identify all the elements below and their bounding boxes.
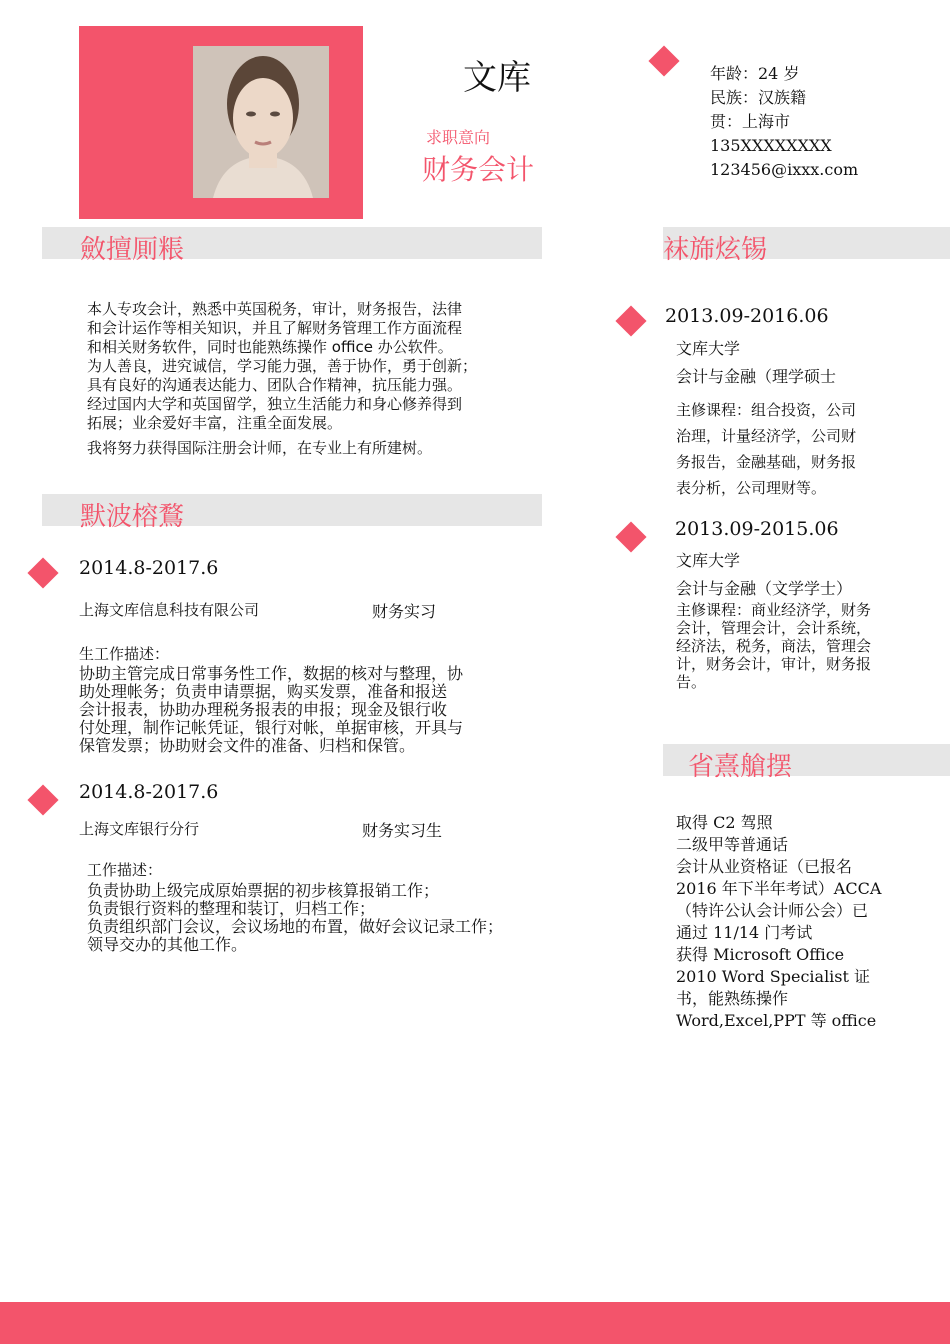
origin: 贯：上海市 xyxy=(710,112,791,131)
edu-line: 表分析，公司理财等。 xyxy=(676,479,827,497)
certificates xyxy=(676,812,881,1032)
self-line: 为人善良，进究诚信，学习能力强，善于协作，勇于创新； xyxy=(87,357,478,375)
job-line: 会计报表，协助办理税务报表的申报；现金及银行收 xyxy=(79,700,448,719)
personal-info xyxy=(710,62,858,182)
cert-line: 会计从业资格证（已报名 xyxy=(676,857,853,876)
job-line: 协助主管完成日常事务性工作，数据的核对与整理，协 xyxy=(79,664,464,683)
self-line: 具有良好的沟通表达能力、团队合作精神，抗压能力强。 xyxy=(87,376,463,394)
edu-courses xyxy=(676,601,871,691)
email: 123456@ixxx.com xyxy=(710,160,859,179)
work-diamond-icon xyxy=(27,557,58,588)
ethnicity: 民族：汉族籍 xyxy=(710,88,807,107)
job-desc-label: 工作描述： xyxy=(87,861,163,879)
self-line: 我将努力获得国际注册会计师，在专业上有所建树。 xyxy=(87,439,433,457)
edu-courses xyxy=(676,397,856,501)
job-date: 2014.8-2017.6 xyxy=(79,557,219,579)
cert-line: （特许公认会计师公会）已 xyxy=(676,901,869,920)
self-line: 经过国内大学和英国留学，独立生活能力和身心修养得到 xyxy=(87,395,463,413)
cert-line: 获得 Microsoft Office xyxy=(676,945,845,964)
self-line: 本人专攻会计，熟悉中英国税务，审计，财务报告，法律 xyxy=(87,300,463,318)
edu-diamond-icon xyxy=(615,305,646,336)
work-diamond-icon xyxy=(27,784,58,815)
age: 年龄：24 岁 xyxy=(710,64,800,83)
job-company: 上海文库信息科技有限公司 xyxy=(79,601,260,619)
edu-line: 务报告，金融基础，财务报 xyxy=(676,453,857,471)
edu-date: 2013.09-2015.06 xyxy=(675,518,839,540)
job-line: 助处理帐务；负责申请票据，购买发票，准备和报送 xyxy=(79,682,448,701)
footer-bar xyxy=(0,1302,950,1344)
cert-line: Word,Excel,PPT 等 office xyxy=(676,1011,877,1030)
edu-line: 计，财务会计，审计，财务报 xyxy=(676,655,872,673)
edu-major: 会计与金融（理学硕士 xyxy=(676,367,837,386)
edu-date: 2013.09-2016.06 xyxy=(665,305,829,327)
job-line: 负责银行资料的整理和装订，归档工作； xyxy=(87,899,376,918)
job-description xyxy=(79,665,463,755)
cert-line: 书，能熟练操作 xyxy=(676,989,789,1008)
section-title-self: 斂擅厠粻 xyxy=(80,235,185,265)
job-intent: 财务会计 xyxy=(422,153,535,186)
job-description xyxy=(87,882,503,954)
job-date: 2014.8-2017.6 xyxy=(79,781,219,803)
self-line: 拓展；业余爱好丰富，注重全面发展。 xyxy=(87,414,343,432)
job-desc-label: 生工作描述： xyxy=(79,645,170,663)
section-title-cert: 省熹艙摆 xyxy=(688,752,793,782)
edu-line: 告。 xyxy=(676,673,707,691)
job-company: 上海文库银行分行 xyxy=(79,820,200,838)
job-line: 付处理，制作记帐凭证，银行对帐，单据审核，开具与 xyxy=(79,718,464,737)
self-line: 和会计运作等相关知识，并且了解财务管理工作方面流程 xyxy=(87,319,463,337)
edu-school: 文库大学 xyxy=(676,551,741,570)
job-line: 负责组织部门会议，会议场地的布置，做好会议记录工作； xyxy=(87,917,504,936)
cert-line: 取得 C2 驾照 xyxy=(676,813,773,832)
job-line: 领导交办的其他工作。 xyxy=(87,935,248,954)
profile-photo xyxy=(193,46,329,198)
section-title-work: 默波榕鶩 xyxy=(80,502,185,532)
edu-line: 主修课程：组合投资，公司 xyxy=(676,401,857,419)
edu-line: 主修课程：商业经济学，财务 xyxy=(676,601,872,619)
edu-major: 会计与金融（文学学士） xyxy=(676,579,853,598)
candidate-name: 文库 xyxy=(463,58,531,98)
job-role: 财务实习 xyxy=(372,602,437,621)
edu-line: 经济法，税务，商法，管理会 xyxy=(676,637,872,655)
self-line: 和相关财务软件，同时也能熟练操作 office 办公软件。 xyxy=(87,338,453,356)
cert-line: 2010 Word Specialist 证 xyxy=(676,967,871,986)
phone: 135XXXXXXXX xyxy=(710,136,832,155)
section-title-edu: 袜旆炫锡 xyxy=(663,235,768,265)
edu-line: 治理，计量经济学，公司财 xyxy=(676,427,857,445)
job-role: 财务实习生 xyxy=(362,821,443,840)
photo-frame xyxy=(79,26,363,219)
job-line: 保管发票；协助财会文件的准备、归档和保管。 xyxy=(79,736,416,755)
cert-line: 2016 年下半年考试）ACCA xyxy=(676,879,882,898)
job-intent-label: 求职意向 xyxy=(426,128,491,147)
cert-line: 二级甲等普通话 xyxy=(676,835,789,854)
edu-school: 文库大学 xyxy=(676,339,741,358)
self-evaluation xyxy=(87,300,477,458)
job-line: 负责协助上级完成原始票据的初步核算报销工作； xyxy=(87,881,440,900)
edu-diamond-icon xyxy=(615,521,646,552)
edu-line: 会计，管理会计，会计系统， xyxy=(676,619,872,637)
cert-line: 通过 11/14 门考试 xyxy=(676,923,813,942)
info-diamond-icon xyxy=(648,45,679,76)
